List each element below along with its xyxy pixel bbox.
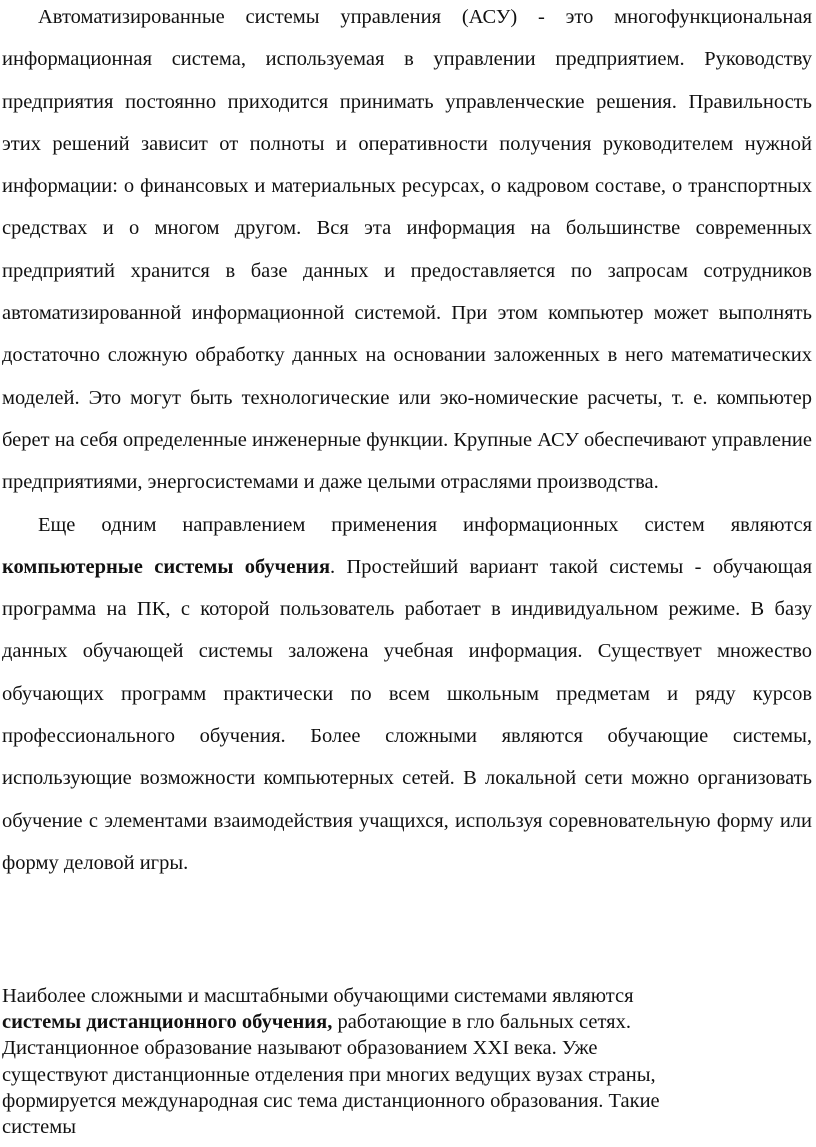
distance-learning-line-2-rest: работающие в гло бальных сетях. [332, 1011, 631, 1034]
paragraph-distance-learning [2, 983, 812, 1140]
distance-learning-line-1: Наиболее сложными и масштабными обучающими системами являются [2, 985, 634, 1007]
paragraph-learning-systems [2, 504, 812, 885]
distance-learning-line-4: существуют дистанционные отделения при многих ведущих вузах страны, [2, 1063, 656, 1086]
paragraph-learning-systems-lead: Еще одним направлением применения информационных систем являются [38, 513, 812, 536]
paragraph-asu [2, 0, 812, 504]
term-distance-learning-systems: системы дистанционного обучения, [2, 1011, 333, 1034]
distance-learning-line-3: Дистанционное образование называют образованием XXI века. Уже [2, 1037, 598, 1060]
paragraph-asu-text: Автоматизированные системы управления (АСУ) - это многофункциональная информационная система, используемая в управлении предприятием. Руководству предприятия постоянно приходится принимать управленческие решения. Правильность этих решений зависит от полноты и оперативности получения руководителем нужной информации: о финансовых и материальных ресурсах, о кадровом составе, о транспортных средствах и о многом другом. Вся эта информация на большинстве современных предприятий хранится в базе данных и предоставляется по запросам сотрудников автоматизированной информационной системой. При этом компьютер может выполнять достаточно сложную обработку данных на основании заложенных в него математических моделей. Это могут быть технологические или эко-номические расчеты, т. е. компьютер берет на себя определенные инженерные функции. Крупные АСУ обеспечивают управление предприятиями, энергосистемами и даже целыми отраслями производства. [2, 6, 812, 494]
paragraph-learning-systems-rest: . Простейший вариант такой системы - обучающая программа на ПК, с которой пользователь работает в индивидуальном режиме. В базу данных обучающей системы заложена учебная информация. Существует множество обучающих программ практически по всем школьным предметам и ряду курсов профессионального обучения. Более сложными являются обучающие системы, использующие возможности компьютерных сетей. В локальной сети можно организовать обучение с элементами взаимодействия учащихся, используя соревновательную форму или форму деловой игры. [2, 555, 812, 874]
term-computer-learning-systems: компьютерные системы обучения [2, 555, 331, 578]
distance-learning-line-6: системы [2, 1116, 76, 1139]
distance-learning-line-2 [2, 1009, 812, 1035]
distance-learning-line-5: формируется международная сис тема дистанционного образования. Такие [2, 1089, 660, 1112]
